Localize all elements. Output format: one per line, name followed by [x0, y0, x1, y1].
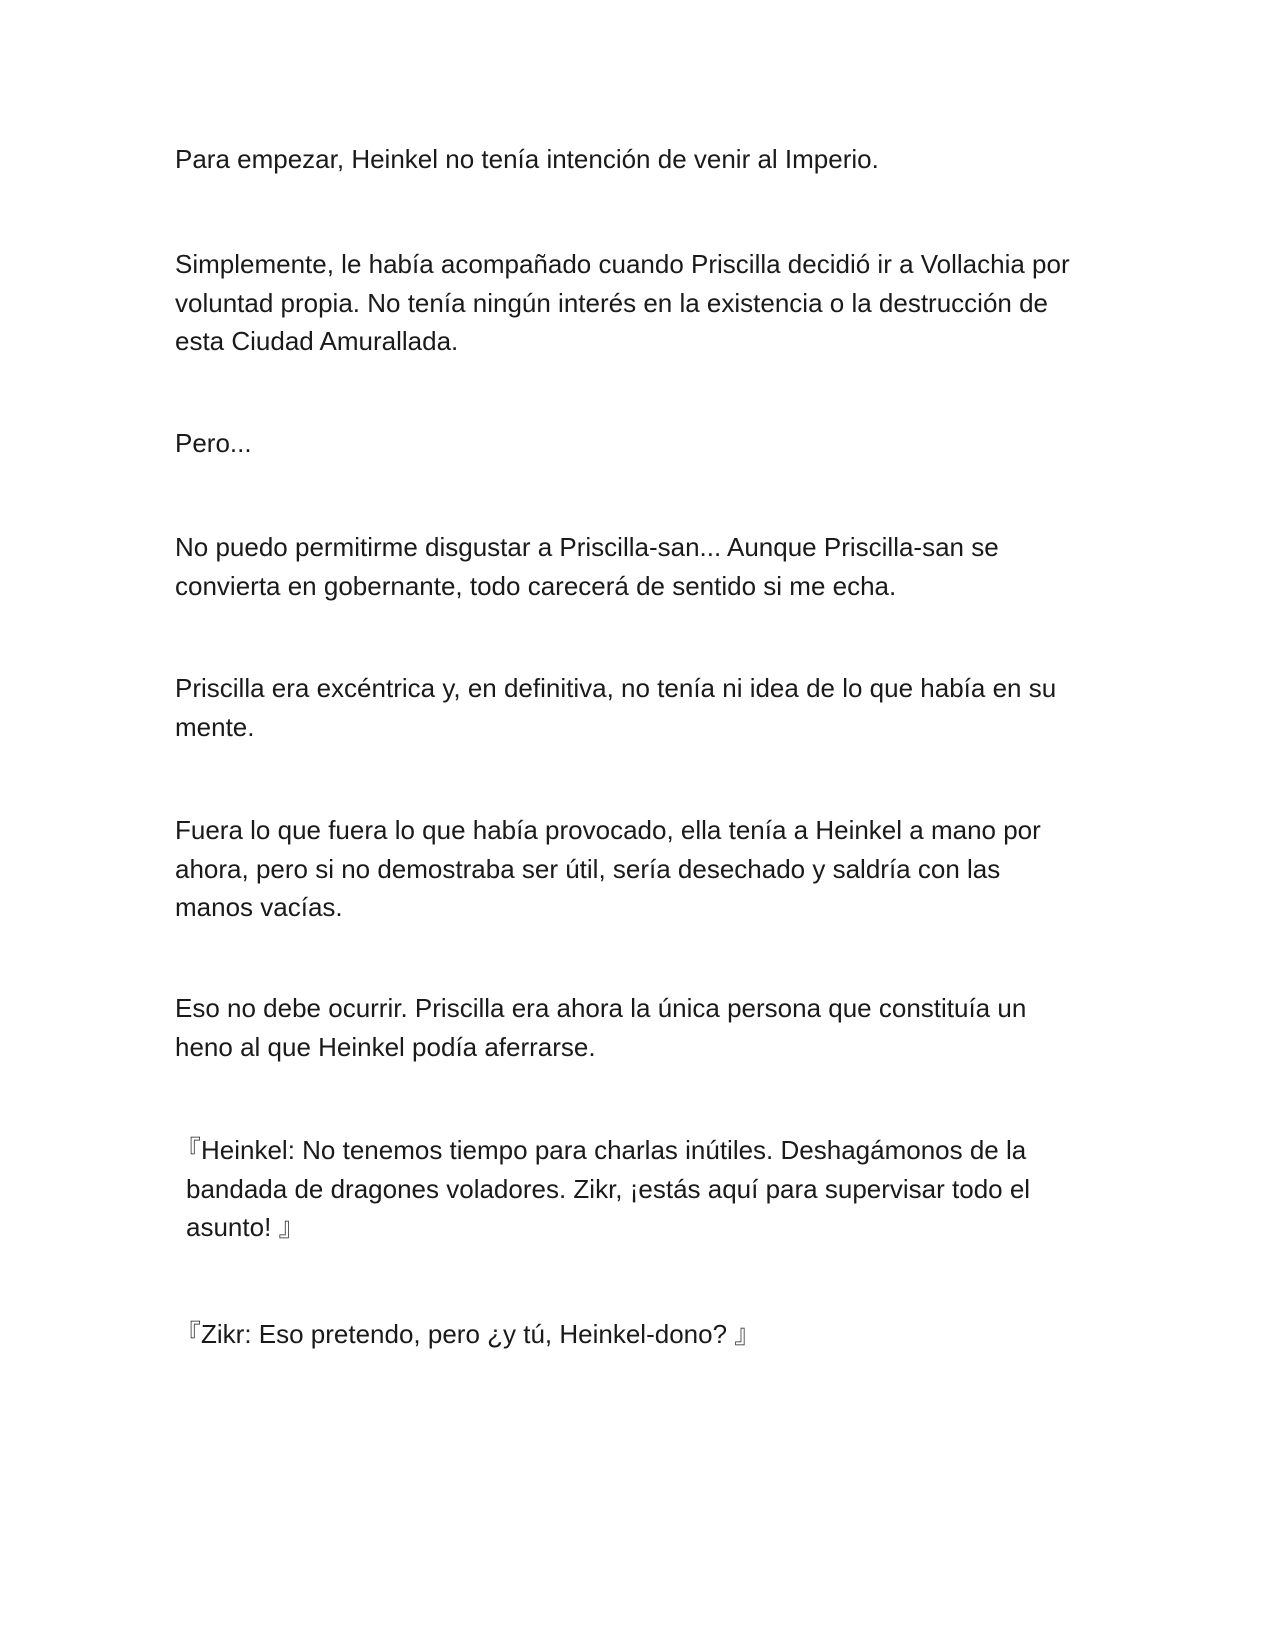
- dialogue-zikr: 『Zikr: Eso pretendo, pero ¿y tú, Heinkel-dono? 』: [175, 1319, 761, 1349]
- paragraph-must-not-happen: Eso no debe ocurrir. Priscilla era ahora la única persona que constituía un heno al que Heinkel podía aferrarse.: [175, 993, 1027, 1062]
- paragraph-inner-thought: No puedo permitirme disgustar a Priscilla-san... Aunque Priscilla-san se convierta en gobernante, todo carecerá de sentido si me echa.: [175, 532, 999, 601]
- dialogue-heinkel: 『Heinkel: No tenemos tiempo para charlas inútiles. Deshagámonos de la bandada de dragones voladores. Zikr, ¡estás aquí para supervisar todo el asunto! 』: [175, 1135, 1031, 1242]
- paragraph-useful: Fuera lo que fuera lo que había provocado, ella tenía a Heinkel a mano por ahora, pero si no demostraba ser útil, sería desechado y saldría con las manos vacías.: [175, 815, 1041, 922]
- paragraph-eccentric: Priscilla era excéntrica y, en definitiva, no tenía ni idea de lo que había en su mente.: [175, 673, 1057, 742]
- paragraph-pero: Pero...: [175, 428, 252, 458]
- paragraph-accompanied: Simplemente, le había acompañado cuando Priscilla decidió ir a Vollachia por voluntad propia. No tenía ningún interés en la existencia o la destrucción de esta Ciudad Amurallada.: [175, 249, 1070, 356]
- paragraph-intro: Para empezar, Heinkel no tenía intención de venir al Imperio.: [175, 144, 879, 174]
